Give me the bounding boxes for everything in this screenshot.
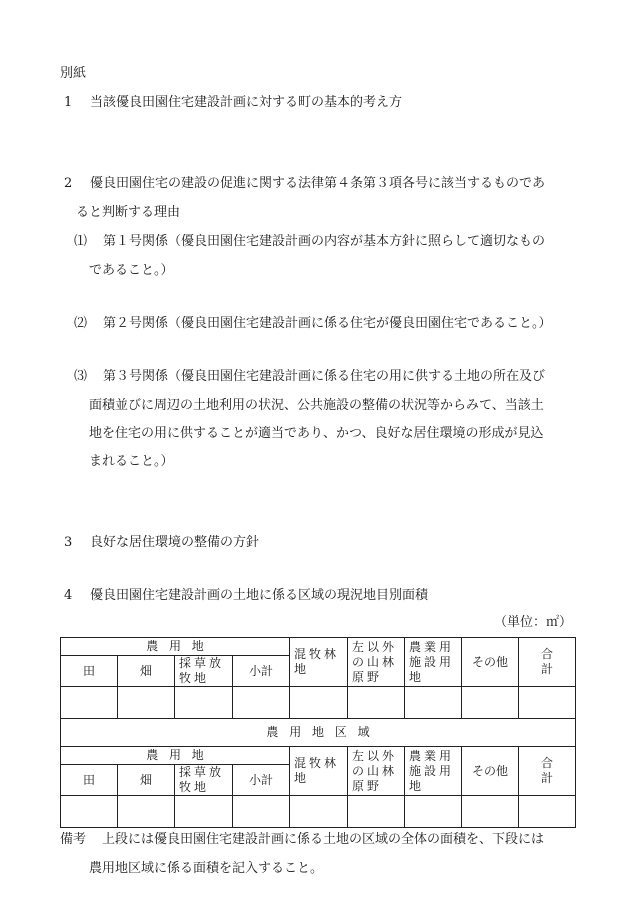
item-3-number: ⑶ (74, 369, 88, 384)
paddy-field-header: 田 (61, 656, 118, 687)
lower-upland-field-header: 畑 (118, 765, 175, 796)
item-3-line1: 第３号関係（優良田園住宅建設計画に係る住宅の用に供する土地の所在及び (103, 369, 546, 384)
item-1-line2: であること。） (89, 263, 174, 278)
upper-header-row-1 (61, 638, 576, 656)
lower-subtotal-header: 小計 (233, 765, 290, 796)
grazing-land-header: 採草放牧地 (175, 656, 233, 687)
lower-facility-cell[interactable] (405, 796, 462, 828)
land-area-table (60, 637, 576, 828)
lower-header-row-1 (61, 747, 576, 765)
upper-other-cell[interactable] (462, 687, 519, 719)
document-label: 別紙 (60, 66, 87, 81)
lower-other-cell[interactable] (462, 796, 519, 828)
item-3-line3: 地を住宅の用に供することが適当であり、かつ、良好な居住環境の形成が見込 (89, 426, 544, 441)
total-header: 合計 (519, 638, 576, 687)
upper-forest-cell[interactable] (348, 687, 405, 719)
section-2-number: 2 (64, 176, 73, 191)
lower-upland-cell[interactable] (118, 796, 175, 828)
upper-paddy-cell[interactable] (61, 687, 118, 719)
farmland-zone-row (61, 719, 576, 747)
mixed-pasture-forest-header: 混牧林地 (290, 638, 348, 687)
upper-upland-cell[interactable] (118, 687, 175, 719)
lower-paddy-cell[interactable] (61, 796, 118, 828)
lower-other-forest-wilderness-header: 左以外の山林原野 (348, 747, 405, 796)
other-header: その他 (462, 638, 519, 687)
lower-data-row (61, 796, 576, 828)
upper-data-row (61, 687, 576, 719)
lower-total-cell[interactable] (519, 796, 576, 828)
section-1-title: 当該優良田園住宅建設計画に対する町の基本的考え方 (90, 95, 403, 110)
item-1-line1: 第１号関係（優良田園住宅建設計画の内容が基本方針に照らして適切なもの (103, 234, 546, 249)
upper-total-cell[interactable] (519, 687, 576, 719)
item-3-line2: 面積並びに周辺の土地利用の状況、公共施設の整備の状況等からみて、当該土 (89, 398, 544, 413)
section-2-title-line2: ると判断する理由 (76, 205, 181, 220)
item-3-line4: まれること。） (89, 454, 174, 469)
lower-grazing-cell[interactable] (175, 796, 233, 828)
farmland-zone-label: 農用地区域 (61, 719, 576, 747)
farmland-group-header: 農用地 (61, 638, 290, 656)
agricultural-facility-land-header: 農業用施設用地 (405, 638, 462, 687)
lower-other-header: その他 (462, 747, 519, 796)
section-4-number: 4 (64, 588, 73, 603)
subtotal-header: 小計 (233, 656, 290, 687)
section-3-title: 良好な居住環境の整備の方針 (90, 535, 260, 550)
item-2-number: ⑵ (74, 316, 88, 331)
section-3-number: 3 (64, 535, 73, 550)
note-label: 備考 (60, 832, 87, 847)
lower-total-header: 合計 (519, 747, 576, 796)
section-2-title-line1: 優良田園住宅の建設の促進に関する法律第４条第３項各号に該当するものであ (90, 176, 546, 191)
upper-grazing-cell[interactable] (175, 687, 233, 719)
lower-subtotal-cell[interactable] (233, 796, 290, 828)
lower-grazing-land-header: 採草放牧地 (175, 765, 233, 796)
lower-forest-cell[interactable] (348, 796, 405, 828)
lower-mixed-pasture-cell[interactable] (290, 796, 348, 828)
lower-mixed-pasture-forest-header: 混牧林地 (290, 747, 348, 796)
lower-farmland-group-header: 農用地 (61, 747, 290, 765)
unit-label: （単位：㎡） (494, 615, 573, 630)
upper-subtotal-cell[interactable] (233, 687, 290, 719)
item-1-number: ⑴ (74, 234, 88, 249)
note-line2: 農用地区域に係る面積を記入すること。 (89, 861, 324, 876)
upland-field-header: 畑 (118, 656, 175, 687)
note-line1: 上段には優良田園住宅建設計画に係る土地の区域の全体の面積を、下段には (102, 832, 545, 847)
item-2-line1: 第２号関係（優良田園住宅建設計画に係る住宅が優良田園住宅であること。） (103, 316, 552, 331)
lower-agricultural-facility-land-header: 農業用施設用地 (405, 747, 462, 796)
section-4-title: 優良田園住宅建設計画の土地に係る区域の現況地目別面積 (90, 588, 429, 603)
upper-mixed-pasture-cell[interactable] (290, 687, 348, 719)
lower-paddy-field-header: 田 (61, 765, 118, 796)
upper-facility-cell[interactable] (405, 687, 462, 719)
section-1-number: 1 (64, 95, 73, 110)
other-forest-wilderness-header: 左以外の山林原野 (348, 638, 405, 687)
